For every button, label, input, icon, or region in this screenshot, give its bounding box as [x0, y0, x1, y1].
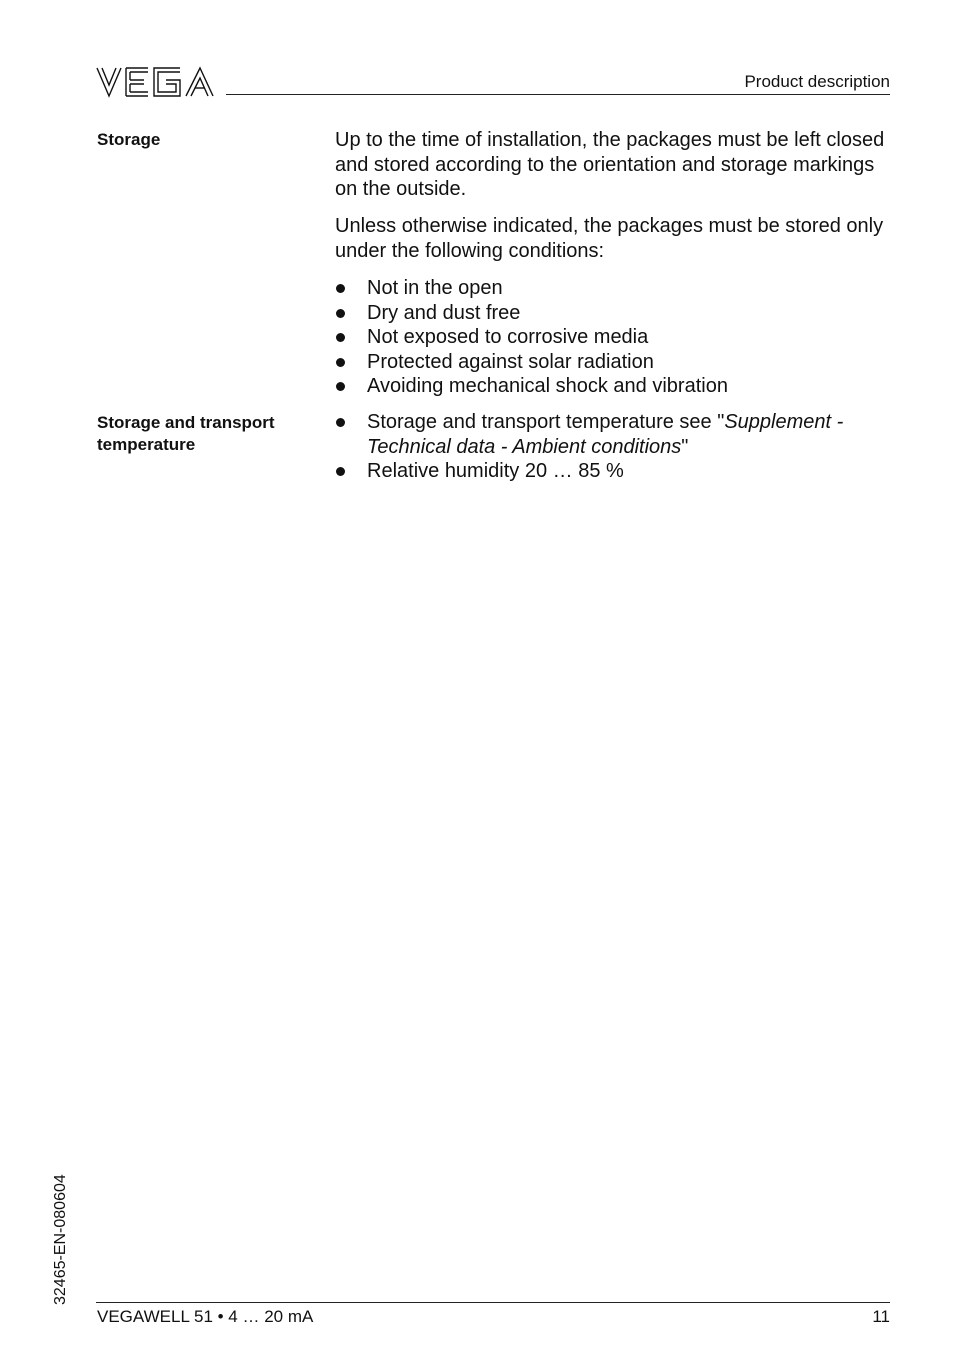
list-item	[335, 350, 895, 375]
page-number: 11	[872, 1307, 890, 1326]
document-id: 32465-EN-080604	[52, 1174, 69, 1305]
bullet-icon	[336, 467, 345, 476]
transport-list	[335, 410, 895, 484]
footer-product: VEGAWELL 51 • 4 … 20 mA	[97, 1307, 314, 1326]
bullet-icon	[336, 358, 345, 367]
supplement-reference: Supplement - Technical data - Ambient conditions	[367, 411, 844, 458]
transport-temperature-label	[97, 412, 317, 456]
header-rule	[226, 94, 890, 95]
vega-logo	[96, 66, 214, 98]
bullet-icon	[336, 284, 345, 293]
list-item	[335, 459, 895, 484]
list-item-text: Avoiding mechanical shock and vibration	[367, 375, 728, 397]
transport-label-line-1: Storage and transport	[97, 413, 275, 432]
bullet-icon	[336, 333, 345, 342]
temperature-suffix: "	[681, 435, 689, 458]
humidity-text: Relative humidity 20 … 85 %	[367, 460, 624, 482]
bullet-icon	[336, 382, 345, 391]
list-item	[335, 325, 895, 350]
storage-paragraph-2	[335, 214, 895, 263]
list-item-text: Dry and dust free	[367, 301, 521, 324]
list-item-text: Not exposed to corrosive media	[367, 326, 649, 348]
list-item	[335, 374, 895, 399]
storage-paragraph-1-text: Up to the time of installation, the packages must be left closed and stored according to the orientation and storage markings on the outside.	[335, 129, 885, 200]
list-item	[335, 410, 895, 459]
footer-rule	[96, 1302, 890, 1303]
list-item	[335, 276, 895, 301]
list-item-text: Not in the open	[367, 277, 503, 299]
temperature-prefix: Storage and transport temperature see "	[367, 411, 725, 433]
bullet-icon	[336, 418, 345, 427]
storage-paragraph-1	[335, 128, 895, 202]
header-title: Product description	[744, 72, 890, 91]
storage-conditions-list	[335, 276, 895, 399]
transport-label-line-2: temperature	[97, 435, 196, 454]
storage-paragraph-2-text: Unless otherwise indicated, the packages must be stored only under the following conditions:	[335, 215, 884, 262]
list-item	[335, 301, 895, 326]
bullet-icon	[336, 309, 345, 318]
list-item-text: Protected against solar radiation	[367, 350, 654, 373]
storage-label: Storage	[97, 130, 161, 149]
